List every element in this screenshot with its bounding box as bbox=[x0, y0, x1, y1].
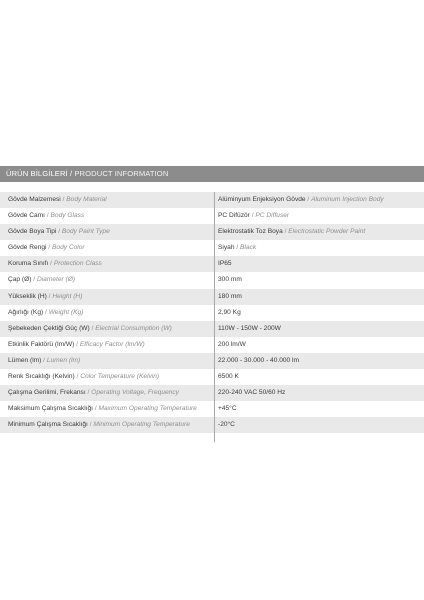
spec-label bbox=[8, 208, 214, 224]
spec-label-separator: / bbox=[74, 340, 80, 348]
spec-label bbox=[8, 417, 214, 433]
spec-value-tr: Alüminyum Enjeksiyon Gövde bbox=[218, 196, 306, 203]
spec-value-separator: / bbox=[282, 228, 289, 236]
spec-label-separator: / bbox=[48, 260, 54, 268]
spec-value bbox=[218, 385, 422, 401]
spec-label-en: Color Temperature (Kelvin) bbox=[80, 373, 160, 381]
spec-row bbox=[0, 289, 424, 305]
spec-label-tr: Çalışma Gerilimi, Frekansı bbox=[8, 389, 86, 397]
spec-value bbox=[218, 272, 422, 288]
spec-value-tr: 6500 K bbox=[218, 373, 239, 381]
spec-label-en: Body Glass bbox=[50, 212, 85, 220]
spec-value-tr: 2,90 Kg bbox=[218, 308, 241, 316]
spec-label-en: Minimum Operating Temperature bbox=[93, 421, 190, 429]
spec-label-en: Protection Class bbox=[53, 260, 102, 268]
spec-label-separator: / bbox=[46, 244, 52, 252]
spec-label-tr: Minimum Çalışma Sıcaklığı bbox=[8, 421, 88, 429]
spec-row bbox=[0, 256, 424, 272]
spec-value-tr: +45°C bbox=[218, 405, 237, 413]
spec-label bbox=[8, 192, 214, 208]
spec-label-tr: Gövde Camı bbox=[8, 212, 46, 220]
spec-value-tr: 180 mm bbox=[218, 292, 242, 300]
spec-label bbox=[8, 401, 214, 417]
spec-value bbox=[218, 337, 422, 353]
spec-label-separator: / bbox=[31, 276, 37, 284]
spec-value bbox=[218, 305, 422, 321]
spec-value bbox=[218, 208, 422, 224]
spec-label-separator: / bbox=[89, 324, 96, 332]
spec-value-separator: / bbox=[249, 212, 256, 220]
spec-value bbox=[218, 224, 422, 240]
spec-label bbox=[8, 305, 214, 321]
spec-row bbox=[0, 208, 424, 224]
spec-value-tr: PC Difüzör bbox=[218, 212, 250, 220]
spec-row bbox=[0, 401, 424, 417]
spec-label bbox=[8, 369, 214, 385]
spec-row bbox=[0, 337, 424, 353]
spec-value-tr: Elektrostatik Toz Boya bbox=[218, 228, 283, 236]
spec-label bbox=[8, 321, 214, 337]
spec-value bbox=[218, 256, 422, 272]
spec-label-en: Body Color bbox=[52, 244, 85, 252]
spec-value-en: PC Diffuser bbox=[255, 212, 290, 220]
spec-row bbox=[0, 385, 424, 401]
spec-label-en: Efficacy Factor (lm/W) bbox=[79, 340, 145, 348]
spec-label-separator: / bbox=[74, 373, 81, 381]
header-separator: / bbox=[67, 169, 75, 178]
spec-label bbox=[8, 224, 214, 240]
spec-label-separator: / bbox=[45, 212, 51, 220]
spec-value-tr: -20°C bbox=[218, 421, 235, 429]
spec-value bbox=[218, 240, 422, 256]
header-title-tr: ÜRÜN BİLGİLERİ bbox=[6, 169, 68, 178]
spec-row bbox=[0, 272, 424, 288]
spec-row bbox=[0, 224, 424, 240]
spec-label bbox=[8, 353, 214, 369]
spec-value bbox=[218, 401, 422, 417]
spec-value-en: Aluminum Injection Body bbox=[311, 196, 384, 203]
spec-row bbox=[0, 240, 424, 256]
spec-label-separator: / bbox=[43, 308, 49, 316]
spec-label-tr: Etkinlik Faktörü (lm/W) bbox=[8, 340, 75, 348]
spec-label-separator: / bbox=[41, 356, 47, 364]
spec-row bbox=[0, 417, 424, 433]
spec-label-en: Body Paint Type bbox=[61, 228, 110, 236]
spec-value-tr: 300 mm bbox=[218, 276, 242, 284]
spec-value-tr: Siyah bbox=[218, 244, 235, 252]
spec-row bbox=[0, 353, 424, 369]
spec-label-en: Operating Voltage, Frequency bbox=[91, 389, 179, 397]
spec-label-tr: Gövde Rengi bbox=[8, 244, 47, 252]
product-information-header bbox=[0, 166, 424, 182]
spec-label-en: Body Material bbox=[66, 196, 107, 203]
spec-label-separator: / bbox=[56, 228, 62, 236]
spec-row bbox=[0, 305, 424, 321]
spec-label bbox=[8, 240, 214, 256]
spec-label-tr: Maksimum Çalışma Sıcaklığı bbox=[8, 405, 94, 413]
spec-label-separator: / bbox=[87, 421, 94, 429]
spec-value-tr: 22.000 - 30.000 - 40.000 lm bbox=[218, 356, 300, 364]
spec-row bbox=[0, 192, 424, 208]
spec-label-separator: / bbox=[85, 389, 92, 397]
spec-value bbox=[218, 192, 422, 208]
spec-label-tr: Şebekeden Çektiği Güç (W) bbox=[8, 324, 90, 332]
spec-label-separator: / bbox=[60, 196, 67, 203]
spec-value bbox=[218, 321, 422, 337]
spec-label-en: Diameter (Ø) bbox=[36, 276, 76, 284]
spec-value bbox=[218, 289, 422, 305]
spec-value-en: Black bbox=[240, 244, 257, 252]
spec-label-tr: Gövde Boya Tipi bbox=[8, 228, 57, 236]
spec-label-en: Height (H) bbox=[52, 292, 83, 300]
spec-label-en: Maximum Operating Temperature bbox=[98, 405, 197, 413]
column-divider bbox=[214, 192, 215, 442]
spec-value bbox=[218, 353, 422, 369]
spec-label-separator: / bbox=[93, 405, 99, 413]
spec-value-tr: 220-240 VAC 50/60 Hz bbox=[218, 389, 286, 397]
spec-value-en: Electrostatic Powder Paint bbox=[288, 228, 366, 236]
spec-label bbox=[8, 272, 214, 288]
spec-label-separator: / bbox=[46, 292, 53, 300]
spec-label-tr: Yükseklik (H) bbox=[8, 292, 47, 300]
spec-label bbox=[8, 337, 214, 353]
spec-label bbox=[8, 289, 214, 305]
spec-label bbox=[8, 256, 214, 272]
spec-label-tr: Gövde Malzemesi bbox=[8, 196, 61, 203]
spec-value-tr: 110W - 150W - 200W bbox=[218, 324, 281, 332]
spec-label-tr: Çap (Ø) bbox=[8, 276, 32, 284]
spec-value-separator: / bbox=[305, 196, 312, 203]
spec-label-tr: Ağırlığı (Kg) bbox=[8, 308, 44, 316]
spec-value-separator: / bbox=[234, 244, 240, 252]
spec-label bbox=[8, 385, 214, 401]
spec-value bbox=[218, 417, 422, 433]
spec-table bbox=[0, 192, 424, 433]
spec-label-tr: Lümen (lm) bbox=[8, 356, 42, 364]
spec-label-tr: Koruma Sınıfı bbox=[8, 260, 49, 268]
spec-value bbox=[218, 369, 422, 385]
spec-row bbox=[0, 369, 424, 385]
spec-label-en: Electrial Consumption (W) bbox=[95, 324, 172, 332]
spec-value-tr: IP65 bbox=[218, 260, 232, 268]
spec-label-en: Lumen (lm) bbox=[46, 356, 81, 364]
header-title-en: PRODUCT INFORMATION bbox=[74, 169, 169, 178]
spec-label-en: Weight (Kg) bbox=[48, 308, 84, 316]
spec-value-tr: 200 lm/W bbox=[218, 340, 246, 348]
spec-row bbox=[0, 321, 424, 337]
spec-label-tr: Renk Sıcaklığı (Kelvin) bbox=[8, 373, 75, 381]
